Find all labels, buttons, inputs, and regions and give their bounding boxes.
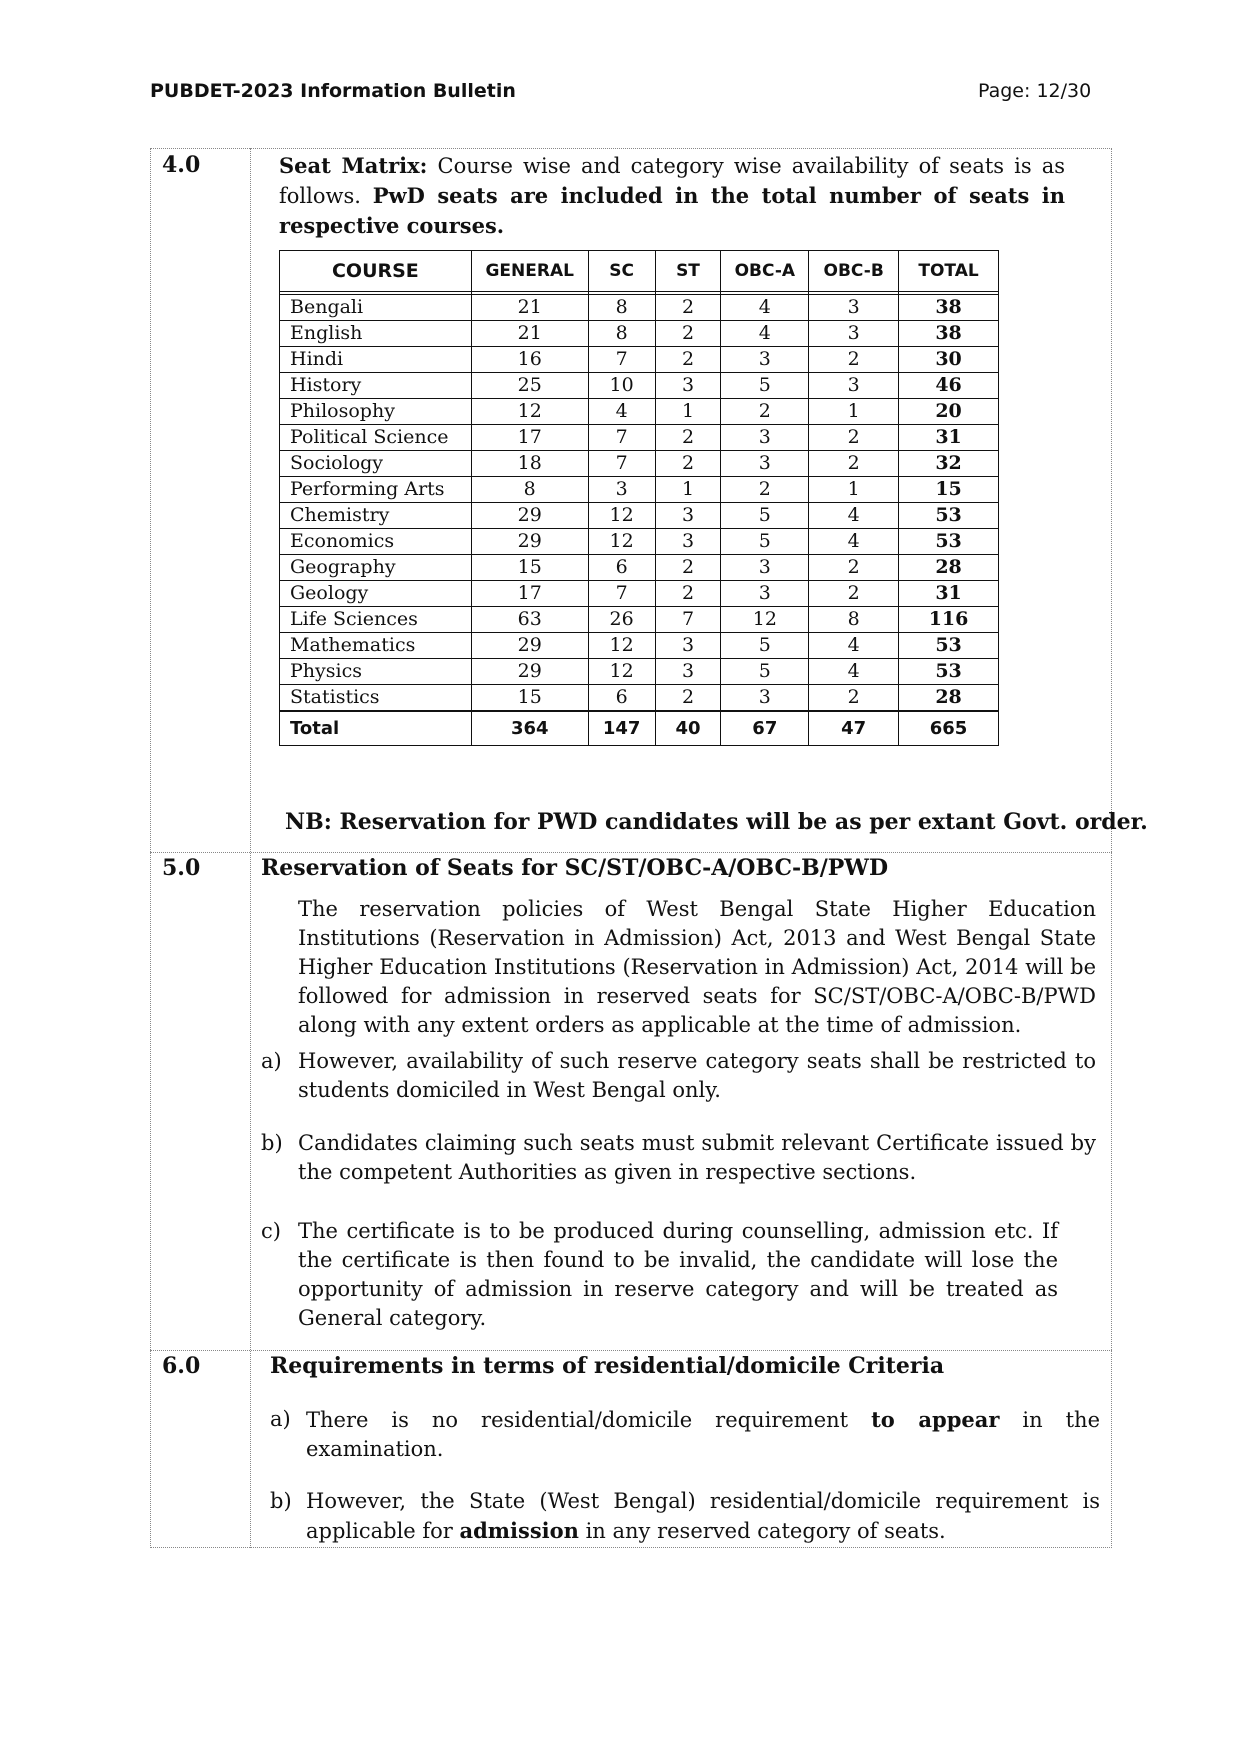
- section-6-item-b: [270, 1487, 1100, 1547]
- item-label: b): [270, 1489, 292, 1513]
- item-text: [306, 1405, 1100, 1464]
- table-cell: 116: [899, 607, 999, 633]
- section-4-bold-note: PwD seats are included in the total number of seats in respective courses.: [279, 183, 1065, 238]
- table-cell: 3: [721, 685, 809, 712]
- table-cell: 21: [471, 321, 588, 347]
- table-row: [280, 373, 999, 399]
- table-cell: Geography: [280, 555, 472, 581]
- table-cell: 12: [588, 633, 655, 659]
- table-cell: 3: [655, 529, 721, 555]
- section-5-item-a: [261, 1047, 1096, 1107]
- table-cell: 29: [471, 529, 588, 555]
- table-cell: 4: [809, 633, 899, 659]
- table-cell: 26: [588, 607, 655, 633]
- table-cell: 15: [471, 555, 588, 581]
- table-row: [280, 321, 999, 347]
- table-cell: Chemistry: [280, 503, 472, 529]
- table-cell: 12: [721, 607, 809, 633]
- table-cell: 12: [588, 503, 655, 529]
- section-5-item-c: [261, 1217, 1096, 1337]
- table-cell: 3: [721, 425, 809, 451]
- table-cell: 2: [721, 399, 809, 425]
- table-cell: 29: [471, 659, 588, 685]
- row-divider-6: [150, 1350, 1112, 1351]
- section-6-heading: Requirements in terms of residential/domicile Criteria: [270, 1353, 945, 1379]
- column-header: OBC-B: [809, 251, 899, 292]
- table-cell: 7: [655, 607, 721, 633]
- table-cell: 3: [809, 321, 899, 347]
- table-cell: 53: [899, 503, 999, 529]
- table-cell: 12: [471, 399, 588, 425]
- table-cell: 8: [588, 321, 655, 347]
- table-cell: Philosophy: [280, 399, 472, 425]
- page-number: Page: 12/30: [978, 80, 1092, 102]
- table-cell: 2: [809, 555, 899, 581]
- table-row: [280, 451, 999, 477]
- item-text: Candidates claiming such seats must submit relevant Certificate issued by the competent Authorities as given in respective sections.: [298, 1131, 1096, 1184]
- table-cell: 1: [655, 399, 721, 425]
- table-cell: 147: [588, 711, 655, 746]
- table-row: [280, 685, 999, 712]
- item-text-part: There is no residential/domicile requirement: [306, 1408, 872, 1432]
- section-5-item-b: [261, 1129, 1096, 1189]
- table-cell: Mathematics: [280, 633, 472, 659]
- item-label: a): [270, 1407, 291, 1431]
- table-cell: 2: [809, 451, 899, 477]
- table-cell: 7: [588, 581, 655, 607]
- table-cell: Total: [280, 711, 472, 746]
- table-cell: 2: [655, 451, 721, 477]
- table-row: [280, 347, 999, 373]
- table-cell: 2: [655, 581, 721, 607]
- table-row: [280, 399, 999, 425]
- section-4-intro: [279, 151, 1065, 241]
- table-cell: 3: [721, 347, 809, 373]
- table-cell: 7: [588, 347, 655, 373]
- table-cell: 2: [655, 555, 721, 581]
- section-6-number: 6.0: [162, 1353, 201, 1379]
- table-cell: 30: [899, 347, 999, 373]
- section-4-label: Seat Matrix:: [279, 153, 428, 178]
- table-row: [280, 607, 999, 633]
- table-cell: 17: [471, 425, 588, 451]
- section-4-intro-text: Course wise and category wise availability of seats is as follows.: [279, 154, 1066, 208]
- table-cell: 29: [471, 503, 588, 529]
- table-cell: Statistics: [280, 685, 472, 712]
- table-row: [280, 295, 999, 321]
- table-row: [280, 555, 999, 581]
- item-text-part: in any reserved category of seats.: [578, 1519, 946, 1543]
- table-cell: 364: [471, 711, 588, 746]
- table-cell: 5: [721, 373, 809, 399]
- table-total-row: [280, 711, 999, 746]
- table-cell: Political Science: [280, 425, 472, 451]
- table-row: [280, 581, 999, 607]
- table-cell: 7: [588, 425, 655, 451]
- table-row: [280, 529, 999, 555]
- table-cell: 38: [899, 321, 999, 347]
- table-cell: 5: [721, 529, 809, 555]
- section-4-number: 4.0: [162, 152, 201, 178]
- table-row: [280, 477, 999, 503]
- table-cell: 2: [809, 581, 899, 607]
- table-cell: 8: [471, 477, 588, 503]
- table-cell: 15: [471, 685, 588, 712]
- table-cell: 29: [471, 633, 588, 659]
- table-cell: 2: [655, 685, 721, 712]
- table-cell: 67: [721, 711, 809, 746]
- table-cell: 2: [809, 685, 899, 712]
- table-cell: Bengali: [280, 295, 472, 321]
- item-label: c): [261, 1219, 281, 1243]
- table-cell: 3: [655, 503, 721, 529]
- table-cell: 3: [809, 295, 899, 321]
- pwd-note: NB: Reservation for PWD candidates will be as per extant Govt. order.: [285, 809, 1148, 835]
- table-cell: 1: [655, 477, 721, 503]
- column-header: ST: [655, 251, 721, 292]
- table-cell: Hindi: [280, 347, 472, 373]
- table-cell: 10: [588, 373, 655, 399]
- table-cell: 46: [899, 373, 999, 399]
- item-text-bold: admission: [459, 1518, 579, 1543]
- section-5-intro: The reservation policies of West Bengal State Higher Education Institutions (Reservation in Admission) Act, 2013 and West Bengal State Higher Education Institutions (Reservation in Admission) Act, 2014 will be followed for admission in reserved seats for SC/ST/OBC-A/OBC-B/PWD along with any extent orders as applicable at the time of admission.: [298, 897, 1096, 1037]
- table-cell: 3: [655, 373, 721, 399]
- table-cell: 8: [588, 295, 655, 321]
- table-cell: Performing Arts: [280, 477, 472, 503]
- table-cell: 5: [721, 659, 809, 685]
- table-cell: 3: [809, 373, 899, 399]
- item-text-part: However, the State (West Bengal) residential/domicile requirement is applicable for: [306, 1489, 1100, 1543]
- item-text-bold: to appear: [871, 1407, 1000, 1432]
- column-header: GENERAL: [471, 251, 588, 292]
- table-cell: 1: [809, 399, 899, 425]
- table-cell: 17: [471, 581, 588, 607]
- column-header: SC: [588, 251, 655, 292]
- table-cell: 3: [655, 659, 721, 685]
- table-cell: 32: [899, 451, 999, 477]
- table-cell: 15: [899, 477, 999, 503]
- seat-matrix-table: [279, 250, 999, 746]
- table-cell: 31: [899, 425, 999, 451]
- table-cell: 38: [899, 295, 999, 321]
- table-cell: 16: [471, 347, 588, 373]
- table-cell: 18: [471, 451, 588, 477]
- table-cell: 12: [588, 659, 655, 685]
- table-cell: 25: [471, 373, 588, 399]
- table-cell: 2: [721, 477, 809, 503]
- table-cell: 20: [899, 399, 999, 425]
- table-cell: 4: [809, 503, 899, 529]
- table-cell: 12: [588, 529, 655, 555]
- table-cell: 3: [721, 555, 809, 581]
- item-text-part: in the examination.: [306, 1408, 1101, 1461]
- table-cell: 5: [721, 633, 809, 659]
- table-cell: 4: [809, 659, 899, 685]
- table-cell: 31: [899, 581, 999, 607]
- table-cell: 47: [809, 711, 899, 746]
- table-cell: Sociology: [280, 451, 472, 477]
- section-6-item-a: [270, 1405, 1100, 1465]
- table-cell: 40: [655, 711, 721, 746]
- table-cell: 6: [588, 555, 655, 581]
- table-cell: 28: [899, 555, 999, 581]
- table-cell: 3: [655, 633, 721, 659]
- table-cell: 2: [655, 295, 721, 321]
- table-cell: 2: [809, 425, 899, 451]
- table-cell: Economics: [280, 529, 472, 555]
- item-text: The certificate is to be produced during counselling, admission etc. If the certificate is then found to be invalid, the candidate will lose the opportunity of admission in reserve category and will be treated as General category.: [298, 1219, 1058, 1330]
- table-cell: 4: [721, 321, 809, 347]
- table-cell: Physics: [280, 659, 472, 685]
- table-cell: 4: [721, 295, 809, 321]
- table-row: [280, 425, 999, 451]
- table-cell: Geology: [280, 581, 472, 607]
- section-5-number: 5.0: [162, 855, 201, 881]
- table-cell: 4: [588, 399, 655, 425]
- table-row: [280, 633, 999, 659]
- table-row: [280, 503, 999, 529]
- table-cell: 2: [655, 321, 721, 347]
- table-cell: 4: [809, 529, 899, 555]
- table-cell: Life Sciences: [280, 607, 472, 633]
- table-cell: 2: [809, 347, 899, 373]
- column-header: COURSE: [280, 251, 472, 292]
- table-cell: 3: [721, 581, 809, 607]
- table-cell: 28: [899, 685, 999, 712]
- column-header: OBC-A: [721, 251, 809, 292]
- table-cell: 3: [588, 477, 655, 503]
- item-label: b): [261, 1131, 283, 1155]
- table-cell: 63: [471, 607, 588, 633]
- item-text: [306, 1487, 1100, 1546]
- table-cell: 5: [721, 503, 809, 529]
- table-cell: 1: [809, 477, 899, 503]
- section-5-heading: Reservation of Seats for SC/ST/OBC-A/OBC-B/PWD: [261, 855, 889, 881]
- column-header: TOTAL: [899, 251, 999, 292]
- table-cell: 8: [809, 607, 899, 633]
- table-row: [280, 659, 999, 685]
- table-cell: 21: [471, 295, 588, 321]
- table-cell: 3: [721, 451, 809, 477]
- column-divider: [250, 148, 251, 1548]
- table-cell: 6: [588, 685, 655, 712]
- table-cell: 53: [899, 633, 999, 659]
- table-cell: 2: [655, 425, 721, 451]
- document-title: PUBDET-2023 Information Bulletin: [150, 80, 516, 102]
- item-text: However, availability of such reserve category seats shall be restricted to students domiciled in West Bengal only.: [298, 1049, 1096, 1102]
- table-cell: 53: [899, 659, 999, 685]
- row-divider-5: [150, 852, 1112, 853]
- table-cell: 7: [588, 451, 655, 477]
- table-header-row: [280, 251, 999, 292]
- table-cell: History: [280, 373, 472, 399]
- table-cell: 2: [655, 347, 721, 373]
- table-cell: 53: [899, 529, 999, 555]
- table-cell: English: [280, 321, 472, 347]
- table-cell: 665: [899, 711, 999, 746]
- item-label: a): [261, 1049, 282, 1073]
